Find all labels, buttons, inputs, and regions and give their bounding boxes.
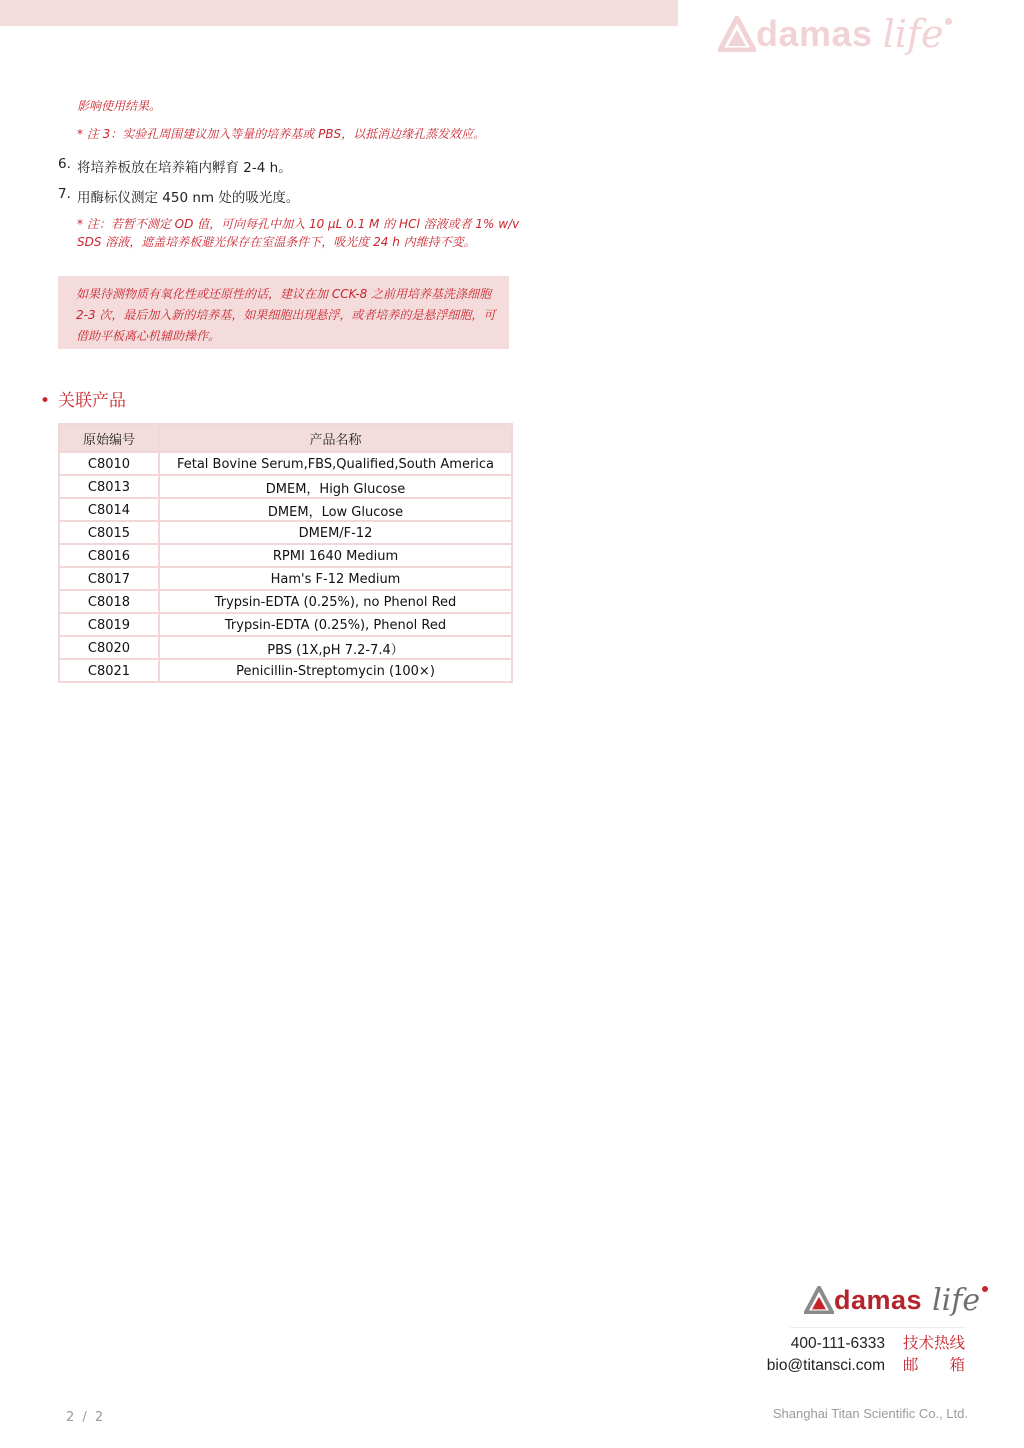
table-row	[59, 544, 512, 567]
table-row	[59, 613, 512, 636]
product-name: Trypsin-EDTA (0.25%), Phenol Red	[159, 613, 512, 636]
product-name: DMEM，High Glucose	[159, 475, 512, 498]
callout-line-2: 2-3 次，最后加入新的培养基，如果细胞出现悬浮，或者培养的是悬浮细胞，可	[76, 308, 496, 322]
table-row	[59, 659, 512, 682]
company-name: Shanghai Titan Scientific Co., Ltd.	[772, 1406, 968, 1421]
callout-line-1: 如果待测物质有氧化性或还原性的话，建议在加 CCK-8 之前用培养基洗涤细胞	[76, 287, 492, 301]
email-address: bio@titansci.com	[766, 1357, 885, 1374]
logo-script: life	[932, 1282, 981, 1318]
note-3: * 注 3：实验孔周围建议加入等量的培养基或 PBS，以抵消边缘孔蒸发效应。	[77, 127, 486, 141]
contact-phone	[791, 1331, 965, 1353]
logo-wordmark: damas	[756, 13, 873, 54]
callout-text	[76, 284, 501, 347]
step-7-number: 7.	[58, 186, 71, 202]
contact-email	[767, 1353, 965, 1375]
logo-wordmark: damas	[834, 1284, 923, 1315]
phone-number: 400-111-6333	[790, 1335, 885, 1352]
product-code: C8013	[59, 475, 159, 498]
callout-line-3: 借助平板离心机辅助操作。	[76, 329, 221, 343]
product-name: RPMI 1640 Medium	[159, 544, 512, 567]
product-code: C8018	[59, 590, 159, 613]
product-name: Trypsin-EDTA (0.25%), no Phenol Red	[159, 590, 512, 613]
table-row	[59, 498, 512, 521]
product-code: C8016	[59, 544, 159, 567]
section-title: 关联产品	[58, 391, 127, 411]
step-6-number: 6.	[58, 156, 71, 172]
related-products-table	[58, 423, 513, 683]
bullet-icon: •	[40, 391, 51, 411]
column-header-name: 产品名称	[159, 424, 512, 452]
note-od-line-2: SDS 溶液，遮盖培养板避光保存在室温条件下，吸光度 24 h 内维持不变。	[77, 235, 476, 249]
product-code: C8019	[59, 613, 159, 636]
note-od-line-1: * 注：若暂不测定 OD 值，可向每孔中加入 10 μL 0.1 M 的 HCl 溶液或者 1% w/v	[77, 217, 520, 231]
product-code: C8014	[59, 498, 159, 521]
logo-script: life	[882, 12, 944, 56]
step-7: 用酶标仪测定 450 nm 处的吸光度。	[77, 190, 300, 206]
note-continuation: 影响使用结果。	[77, 99, 162, 113]
adamas-triangle-icon	[804, 1286, 834, 1314]
header-band	[0, 0, 678, 26]
product-name: Fetal Bovine Serum,FBS,Qualified,South America	[159, 452, 512, 475]
footer-logo	[804, 1280, 988, 1320]
step-6: 将培养板放在培养箱内孵育 2-4 h。	[77, 160, 292, 176]
email-label: 邮 箱	[903, 1356, 965, 1374]
warning-callout	[58, 276, 509, 349]
table-row	[59, 475, 512, 498]
product-code: C8010	[59, 452, 159, 475]
product-code: C8020	[59, 636, 159, 659]
table-row	[59, 590, 512, 613]
table-row	[59, 452, 512, 475]
logo-dot	[982, 1286, 988, 1292]
product-code: C8017	[59, 567, 159, 590]
adamas-triangle-icon	[718, 16, 756, 52]
product-code: C8015	[59, 521, 159, 544]
page-number: 2 / 2	[66, 1410, 106, 1425]
product-name: Ham's F-12 Medium	[159, 567, 512, 590]
product-name: DMEM/F-12	[159, 521, 512, 544]
phone-label: 技术热线	[903, 1334, 966, 1352]
product-code: C8021	[59, 659, 159, 682]
header-logo	[718, 10, 952, 58]
product-name: DMEM，Low Glucose	[159, 498, 512, 521]
product-name: PBS (1X,pH 7.2-7.4）	[159, 636, 512, 659]
table-header-row	[59, 424, 512, 452]
table-row	[59, 567, 512, 590]
product-name: Penicillin-Streptomycin (100×)	[159, 659, 512, 682]
logo-dot	[945, 18, 952, 25]
contact-divider	[790, 1327, 966, 1328]
related-products-heading	[40, 386, 126, 411]
table-row	[59, 521, 512, 544]
table-row	[59, 636, 512, 659]
column-header-code: 原始编号	[59, 424, 159, 452]
